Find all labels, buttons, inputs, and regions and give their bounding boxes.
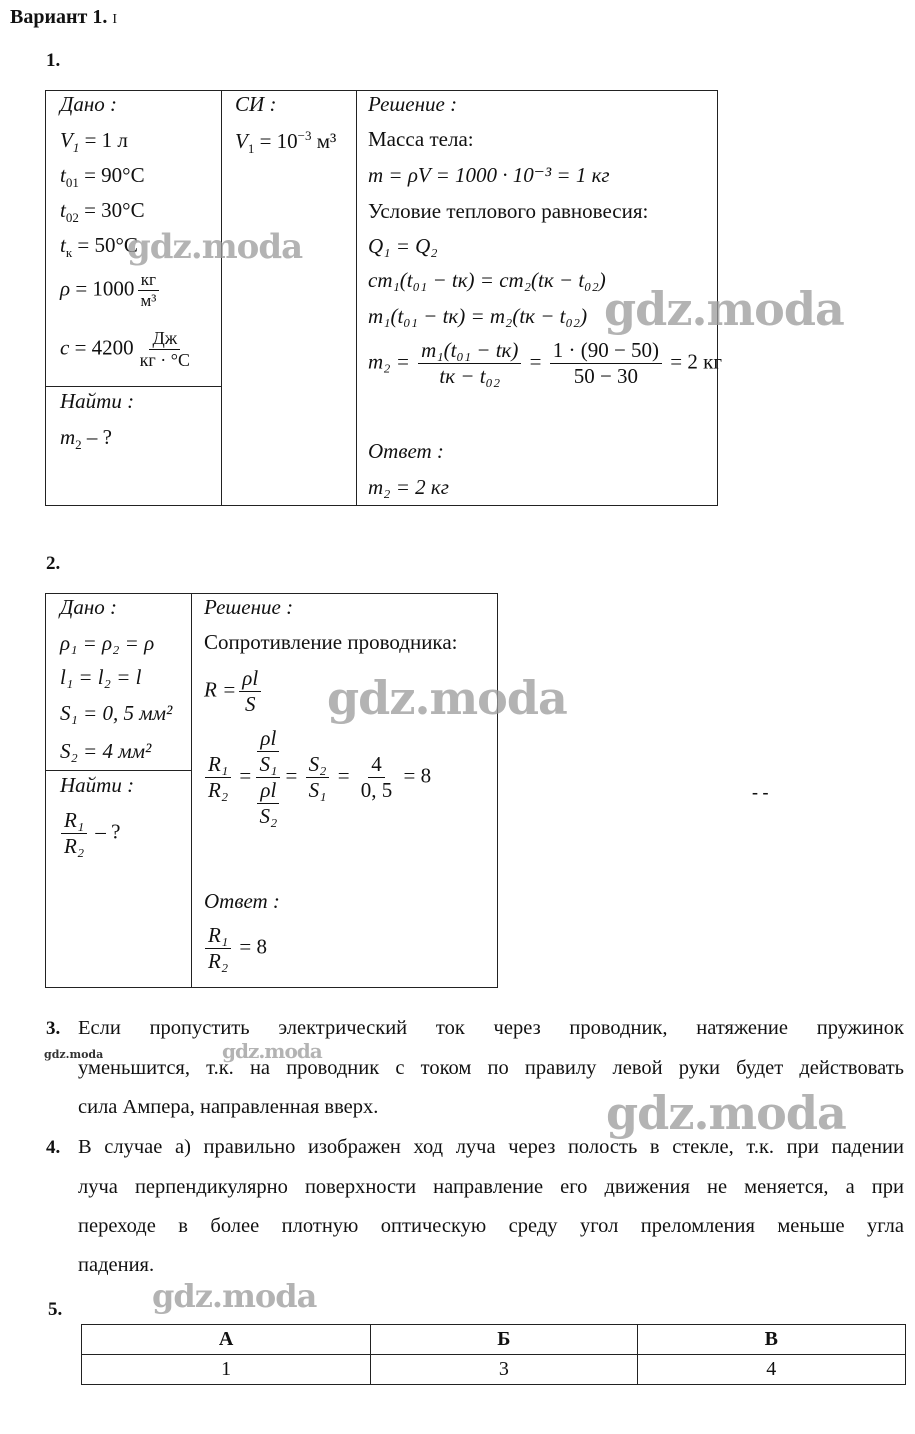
- task1-mass-text: Масса тела:: [368, 127, 474, 151]
- task2-number: 2.: [46, 553, 61, 574]
- task1-given-rho: ρ = 1000 $\frac{кг}{\text{м³}}$: [60, 270, 162, 311]
- task1-find: $m_2$ – ?: [60, 425, 112, 453]
- task1-eq4: m₂ = $\frac{\text{m₁(t₀₁ − tк)}}{\text{tк − t₀₂}}$ = $\frac{1 \cdot (90 - 50)}{50 - 30}$ = 2 кг: [368, 338, 722, 388]
- task5-value-c: 4: [637, 1355, 905, 1385]
- watermark: gdz.moda: [604, 282, 844, 336]
- task5-number: 5.: [48, 1299, 63, 1320]
- task5-table: [81, 1324, 906, 1385]
- task1-answer: m₂ = 2 кг: [368, 475, 449, 499]
- task4-line-3: переходе в более плотную оптическую среду угол преломления меньше угла: [78, 1215, 904, 1237]
- watermark: gdz.moda: [44, 1048, 104, 1061]
- task4-line-1: В случае а) правильно изображен ход луча через полость в стекле, т.к. при падении: [78, 1136, 904, 1158]
- watermark: gdz.moda: [152, 1277, 317, 1315]
- task1-find-label: Найти :: [60, 389, 135, 413]
- task2-resist-text: Сопротивление проводника:: [204, 630, 458, 654]
- task2-formula: R = $\frac{\rho l}{S}$: [204, 666, 264, 717]
- task2-find-label: Найти :: [60, 773, 135, 797]
- task3-line-1: Если пропустить электрический ток через проводник, натяжение пружинок: [78, 1017, 904, 1039]
- task1-given-label: Дано :: [60, 92, 118, 116]
- task2-answer-label: Ответ :: [204, 889, 280, 913]
- task1-mass-eq: m = ρV = 1000 · 10⁻³ = 1 кг: [368, 163, 610, 187]
- task1-given-c: c = 4200 $\frac{Дж}{кг \cdot ^\circ C}$: [60, 328, 190, 370]
- task1-solution-label: Решение :: [368, 92, 458, 116]
- task5-header-b: Б: [371, 1325, 637, 1355]
- task1-condition-text: Условие теплового равновесия:: [368, 199, 649, 223]
- variant-title: Вариант 1. I: [10, 6, 118, 28]
- task1-si-v1: $V_1 = 10^{-3}$ м³: [235, 128, 337, 157]
- task2-answer: $\frac{\text{R₁}}{\text{R₂}}$ = 8: [202, 923, 267, 974]
- task5-value-a: 1: [82, 1355, 371, 1385]
- task2-given-s1: S₁ = 0, 5 мм²: [60, 701, 173, 725]
- task1-given-tk: $t_к = 50^\circ C$: [60, 233, 138, 261]
- task2-find-cell: [46, 771, 192, 988]
- task1-eq1: Q₁ = Q₂: [368, 234, 438, 258]
- task1-eq2: cm₁(t₀₁ − tк) = cm₂(tк − t₀₂): [368, 268, 606, 292]
- task2-given-rho: ρ₁ = ρ₂ = ρ: [60, 631, 155, 655]
- stray-marks: - -: [752, 782, 769, 802]
- task2-solution-label: Решение :: [204, 595, 294, 619]
- task4-line-2: луча перпендикулярно поверхности направление его движения не меняется, а при: [78, 1176, 904, 1198]
- task2-given-s2: S₂ = 4 мм²: [60, 739, 152, 763]
- task3-number: 3.: [46, 1018, 61, 1039]
- task5-header-c: В: [637, 1325, 905, 1355]
- variant-mark: I: [112, 12, 118, 27]
- task1-given-t01: $t_{01} = 90^\circ C$: [60, 163, 145, 191]
- task1-eq3: m₁(t₀₁ − tк) = m₂(tк − t₀₂): [368, 304, 588, 328]
- task3-line-2: уменьшится, т.к. на проводник с током по правилу левой руки будет действовать: [78, 1057, 904, 1079]
- task3-line-3: сила Ампера, направленная вверх.: [78, 1096, 379, 1118]
- task1-given-t02: $t_{02} = 30^\circ C$: [60, 198, 145, 226]
- task1-number: 1.: [46, 50, 61, 71]
- task4-line-4: падения.: [78, 1254, 155, 1276]
- task1-si-label: СИ :: [235, 92, 277, 116]
- task5-header-a: А: [82, 1325, 371, 1355]
- watermark: gdz.moda: [606, 1086, 846, 1140]
- task2-given-label: Дано :: [60, 595, 118, 619]
- task1-given-v1: $V_1 = 1$ л: [60, 128, 128, 156]
- task1-answer-label: Ответ :: [368, 439, 444, 463]
- task2-ratio: $\frac{\text{R₁}}{\text{R₂}}$ = $\frac{\frac{\rho l}{\text{S₁}}}{\frac{\rho l}{\text{S₂}}}$ = $\frac{\text{S₂}}{\text{S₁}}$ = $\frac{4}{0, 5}$ = 8: [202, 726, 431, 829]
- watermark: gdz.moda: [222, 1039, 322, 1063]
- task4-number: 4.: [46, 1137, 61, 1158]
- watermark: gdz.moda: [327, 671, 567, 725]
- task2-given-l: l₁ = l₂ = l: [60, 665, 142, 689]
- task5-value-b: 3: [371, 1355, 637, 1385]
- watermark: gdz.moda: [127, 227, 303, 267]
- task2-find: $\frac{\text{R₁}}{\text{R₂}}$ – ?: [58, 808, 120, 859]
